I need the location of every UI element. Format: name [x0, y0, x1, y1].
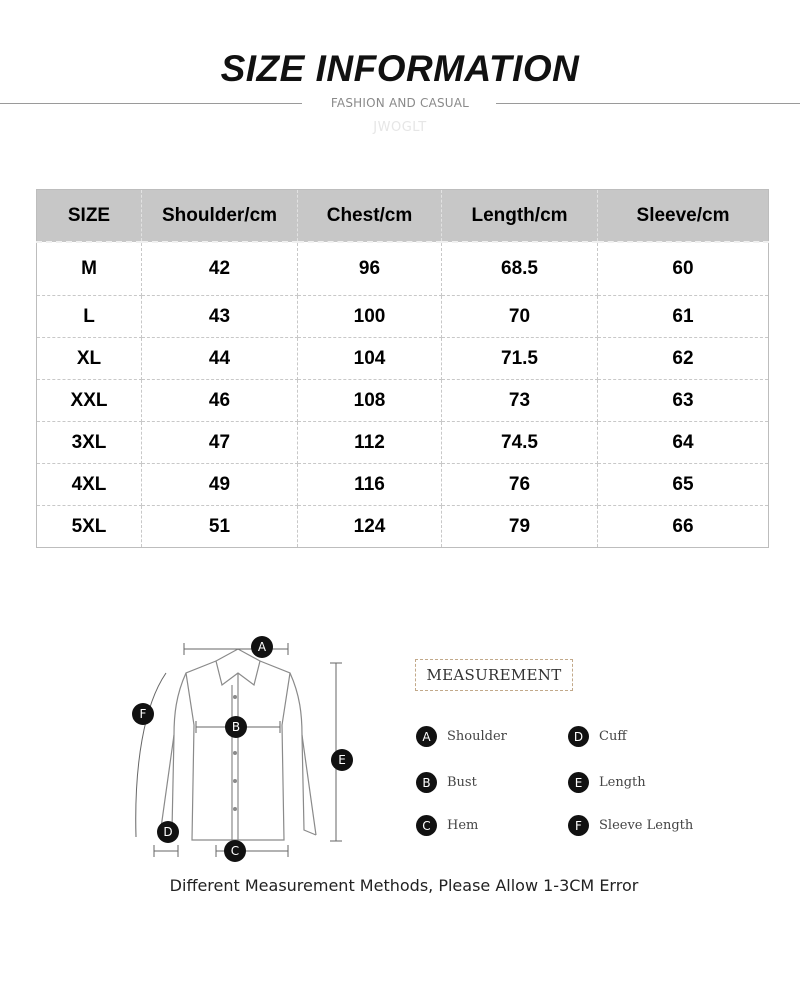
table-cell: 4XL — [37, 464, 142, 506]
legend-item-length — [568, 772, 646, 793]
table-cell: 49 — [142, 464, 298, 506]
badge-f-icon: F — [568, 815, 589, 836]
table-cell: 65 — [598, 464, 769, 506]
table-cell: XXL — [37, 380, 142, 422]
marker-c-icon — [224, 840, 246, 862]
table-cell: 43 — [142, 296, 298, 338]
marker-b-label: B — [231, 720, 241, 734]
table-cell: XL — [37, 338, 142, 380]
badge-d-icon: D — [568, 726, 589, 747]
table-cell: 70 — [442, 296, 598, 338]
legend-label: Cuff — [599, 729, 627, 744]
table-cell: 5XL — [37, 506, 142, 548]
table-cell: 51 — [142, 506, 298, 548]
marker-d-label: D — [163, 825, 173, 839]
table-cell: 66 — [598, 506, 769, 548]
marker-d-icon — [157, 821, 179, 843]
marker-c-label: C — [230, 844, 240, 858]
measurement-note: Different Measurement Methods, Please Allow 1-3CM Error — [169, 876, 639, 895]
table-cell: 76 — [442, 464, 598, 506]
table-cell: 62 — [598, 338, 769, 380]
legend-item-hem — [416, 815, 478, 836]
table-cell: 116 — [298, 464, 442, 506]
shirt-diagram — [120, 625, 360, 865]
table-row — [37, 338, 769, 380]
table-cell: 47 — [142, 422, 298, 464]
table-cell: 46 — [142, 380, 298, 422]
table-row — [37, 422, 769, 464]
table-header-row — [37, 190, 769, 243]
table-cell: 68.5 — [442, 242, 598, 296]
table-cell: 96 — [298, 242, 442, 296]
badge-a-icon: A — [416, 726, 437, 747]
legend-item-sleeve-length — [568, 815, 693, 836]
table-cell: 79 — [442, 506, 598, 548]
table-cell: 3XL — [37, 422, 142, 464]
table-row — [37, 242, 769, 296]
marker-e-icon — [331, 749, 353, 771]
table-cell: 124 — [298, 506, 442, 548]
table-cell: 60 — [598, 242, 769, 296]
table-cell: 100 — [298, 296, 442, 338]
column-header: Sleeve/cm — [598, 190, 769, 243]
legend-label: Sleeve Length — [599, 818, 694, 833]
column-header: SIZE — [37, 190, 142, 243]
legend-item-shoulder — [416, 726, 507, 747]
table-cell: 44 — [142, 338, 298, 380]
table-cell: 104 — [298, 338, 442, 380]
marker-b-icon — [225, 716, 247, 738]
table-cell: M — [37, 242, 142, 296]
table-cell: L — [37, 296, 142, 338]
column-header: Length/cm — [442, 190, 598, 243]
table-cell: 61 — [598, 296, 769, 338]
table-cell: 108 — [298, 380, 442, 422]
table-cell: 42 — [142, 242, 298, 296]
legend-label: Length — [599, 775, 646, 790]
page-title: SIZE INFORMATION — [220, 48, 580, 89]
table-row — [37, 296, 769, 338]
brand-watermark: JWOGLT — [373, 120, 427, 135]
table-cell: 71.5 — [442, 338, 598, 380]
size-table — [36, 189, 769, 548]
marker-a-icon — [251, 636, 273, 658]
shirt-outline — [160, 649, 316, 840]
badge-e-icon: E — [568, 772, 589, 793]
legend-label: Bust — [447, 775, 477, 790]
legend-item-cuff — [568, 726, 627, 747]
table-cell: 63 — [598, 380, 769, 422]
table-cell: 112 — [298, 422, 442, 464]
table-row — [37, 464, 769, 506]
table-row — [37, 506, 769, 548]
marker-f-icon — [132, 703, 154, 725]
column-header: Shoulder/cm — [142, 190, 298, 243]
subtitle: FASHION AND CASUAL — [330, 96, 470, 110]
marker-f-label: F — [139, 707, 147, 721]
legend-label: Hem — [447, 818, 479, 833]
table-cell: 73 — [442, 380, 598, 422]
legend-item-bust — [416, 772, 477, 793]
marker-e-label: E — [338, 753, 346, 767]
measurement-heading: MEASUREMENT — [415, 659, 573, 691]
badge-b-icon: B — [416, 772, 437, 793]
shirt-buttons — [233, 695, 237, 811]
legend-label: Shoulder — [447, 729, 507, 744]
badge-c-icon: C — [416, 815, 437, 836]
table-cell: 64 — [598, 422, 769, 464]
table-cell: 74.5 — [442, 422, 598, 464]
table-row — [37, 380, 769, 422]
column-header: Chest/cm — [298, 190, 442, 243]
marker-a-label: A — [257, 640, 267, 654]
